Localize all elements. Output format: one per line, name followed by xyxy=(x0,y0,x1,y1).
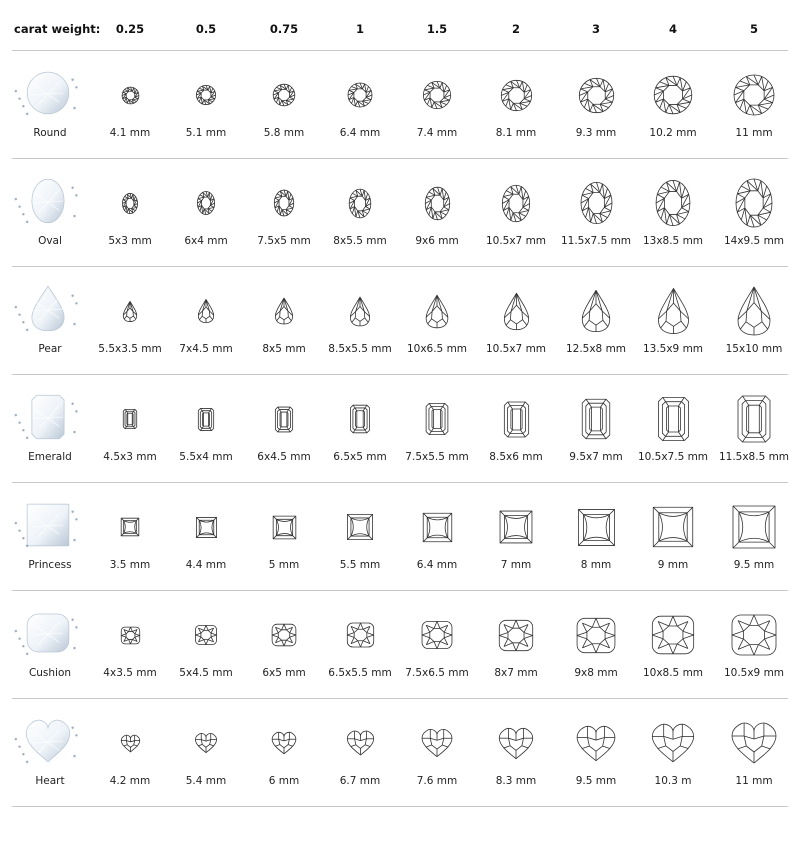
size-label: 4.5x3 mm xyxy=(103,451,157,463)
emerald-diamond-icon xyxy=(12,386,84,448)
size-label: 7x4.5 mm xyxy=(179,343,233,355)
shape-name: Oval xyxy=(38,235,62,247)
gem-outline-heart xyxy=(344,728,377,758)
size-label: 8.1 mm xyxy=(495,127,537,139)
size-label: 4.4 mm xyxy=(185,559,227,571)
size-label: 9x6 mm xyxy=(415,235,459,247)
size-label: 10.3 m xyxy=(654,775,692,787)
size-label: 4x3.5 mm xyxy=(103,667,157,679)
gem-outline-round xyxy=(193,82,219,108)
header-row xyxy=(0,0,800,50)
size-label: 5x3 mm xyxy=(108,235,152,247)
size-label: 10.5x7 mm xyxy=(485,343,547,355)
gem-outline-cushion xyxy=(649,613,697,657)
gem-outline-emerald xyxy=(347,402,373,436)
gem-outline-oval xyxy=(194,188,218,218)
gem-outline-oval xyxy=(499,182,533,225)
gem-outline-heart xyxy=(649,721,697,765)
shape-row-emerald xyxy=(0,374,800,482)
row-divider xyxy=(12,590,788,591)
gem-outline-oval xyxy=(119,190,141,217)
carat-header-2: 0.75 xyxy=(269,22,299,36)
size-label: 6.4 mm xyxy=(339,127,381,139)
size-label: 8.3 mm xyxy=(495,775,537,787)
size-label: 5.1 mm xyxy=(185,127,227,139)
gem-outline-emerald xyxy=(579,396,613,442)
gem-outline-cushion xyxy=(574,615,618,656)
size-label: 14x9.5 mm xyxy=(723,235,785,247)
size-label: 6.5x5.5 mm xyxy=(328,667,392,679)
size-label: 6.5x5 mm xyxy=(333,451,387,463)
gem-outline-princess xyxy=(270,513,299,542)
gem-outline-heart xyxy=(496,725,536,762)
gem-outline-cushion xyxy=(344,620,377,650)
shape-row-princess xyxy=(0,482,800,590)
gem-outline-round xyxy=(498,77,535,114)
shape-row-heart xyxy=(0,698,800,806)
row-divider xyxy=(12,158,788,159)
gem-outline-round xyxy=(270,81,298,109)
oval-diamond-icon xyxy=(12,170,84,232)
gem-outline-pear xyxy=(347,294,373,329)
gem-outline-pear xyxy=(735,284,773,338)
gem-outline-emerald xyxy=(195,405,217,434)
size-label: 6.4 mm xyxy=(416,559,458,571)
pear-diamond-icon xyxy=(12,278,84,340)
princess-diamond-icon xyxy=(12,494,84,556)
carat-header-7: 4 xyxy=(668,22,677,36)
gem-outline-pear xyxy=(501,290,532,333)
gem-outline-cushion xyxy=(192,622,220,648)
gem-outline-heart xyxy=(192,730,220,756)
cushion-diamond-icon xyxy=(12,602,84,664)
gem-outline-princess xyxy=(650,504,696,550)
size-label: 10x8.5 mm xyxy=(642,667,704,679)
size-label: 13.5x9 mm xyxy=(642,343,704,355)
gem-outline-round xyxy=(731,72,777,118)
gem-outline-emerald xyxy=(655,394,692,444)
gem-outline-princess xyxy=(575,506,618,549)
gem-outline-princess xyxy=(497,508,535,546)
size-label: 7.4 mm xyxy=(416,127,458,139)
row-divider xyxy=(12,806,788,807)
size-label: 8x5 mm xyxy=(262,343,306,355)
size-label: 4.2 mm xyxy=(109,775,151,787)
gem-outline-round xyxy=(420,78,454,112)
size-label: 7.5x5 mm xyxy=(257,235,311,247)
size-label: 8.5x6 mm xyxy=(489,451,543,463)
size-label: 6x4.5 mm xyxy=(257,451,311,463)
gem-outline-princess xyxy=(344,511,376,543)
size-label: 3.5 mm xyxy=(109,559,151,571)
gem-outline-emerald xyxy=(272,404,296,435)
size-label: 15x10 mm xyxy=(725,343,783,355)
gem-outline-princess xyxy=(420,510,455,545)
size-label: 6x5 mm xyxy=(262,667,306,679)
size-label: 13x8.5 mm xyxy=(642,235,704,247)
size-label: 10.5x7.5 mm xyxy=(637,451,709,463)
size-label: 7.5x5.5 mm xyxy=(405,451,469,463)
gem-outline-cushion xyxy=(269,621,299,649)
gem-outline-oval xyxy=(578,179,615,227)
shape-name: Princess xyxy=(28,559,72,571)
row-divider xyxy=(12,482,788,483)
gem-outline-pear xyxy=(423,292,451,331)
carat-header-0: 0.25 xyxy=(115,22,145,36)
heart-diamond-icon xyxy=(12,710,84,772)
size-label: 7.5x6.5 mm xyxy=(405,667,469,679)
size-label: 8 mm xyxy=(580,559,612,571)
size-label: 11 mm xyxy=(735,127,773,139)
gem-outline-oval xyxy=(346,186,374,221)
size-label: 6x4 mm xyxy=(184,235,228,247)
carat-header-4: 1.5 xyxy=(426,22,448,36)
carat-header-3: 1 xyxy=(355,22,364,36)
row-divider xyxy=(12,50,788,51)
size-label: 8.5x5.5 mm xyxy=(328,343,392,355)
gem-outline-pear xyxy=(655,285,692,337)
shape-name: Pear xyxy=(38,343,62,355)
row-divider xyxy=(12,698,788,699)
size-label: 12.5x8 mm xyxy=(565,343,627,355)
size-label: 10.5x7 mm xyxy=(485,235,547,247)
gem-outline-heart xyxy=(419,726,455,760)
shape-name: Emerald xyxy=(28,451,72,463)
gem-outline-oval xyxy=(422,184,453,223)
gem-outline-pear xyxy=(195,296,217,326)
size-label: 5.8 mm xyxy=(263,127,305,139)
carat-header-6: 3 xyxy=(591,22,600,36)
gem-outline-cushion xyxy=(419,618,455,652)
size-label: 5x4.5 mm xyxy=(179,667,233,679)
size-label: 8x5.5 mm xyxy=(333,235,387,247)
gem-outline-cushion xyxy=(729,612,779,658)
size-label: 6.7 mm xyxy=(339,775,381,787)
size-label: 5.4 mm xyxy=(185,775,227,787)
gem-outline-cushion xyxy=(118,624,143,647)
size-label: 10.5x9 mm xyxy=(723,667,785,679)
size-label: 7 mm xyxy=(500,559,532,571)
size-label: 10x6.5 mm xyxy=(406,343,468,355)
size-label: 11.5x7.5 mm xyxy=(560,235,632,247)
gem-outline-round xyxy=(119,84,142,107)
shape-name: Heart xyxy=(35,775,65,787)
size-label: 9x8 mm xyxy=(574,667,618,679)
gem-outline-princess xyxy=(730,503,778,551)
size-label: 5.5 mm xyxy=(339,559,381,571)
gem-outline-oval xyxy=(653,177,693,229)
row-divider xyxy=(12,266,788,267)
size-label: 5 mm xyxy=(268,559,300,571)
carat-header-1: 0.5 xyxy=(195,22,217,36)
shape-row-oval xyxy=(0,158,800,266)
shape-row-round xyxy=(0,50,800,158)
size-label: 9.5 mm xyxy=(733,559,775,571)
gem-outline-round xyxy=(651,73,695,117)
gem-outline-emerald xyxy=(423,400,451,438)
gem-outline-emerald xyxy=(120,406,140,432)
carat-header-5: 2 xyxy=(511,22,520,36)
gem-outline-emerald xyxy=(735,393,773,445)
gem-outline-emerald xyxy=(501,399,532,440)
carat-weight-label: carat weight: xyxy=(14,22,101,36)
size-label: 7.6 mm xyxy=(416,775,458,787)
gem-outline-heart xyxy=(269,729,299,757)
gem-outline-pear xyxy=(120,298,140,325)
gem-outline-heart xyxy=(574,723,618,764)
size-label: 9.5x7 mm xyxy=(569,451,623,463)
gem-outline-oval xyxy=(733,176,775,230)
gem-outline-pear xyxy=(272,295,296,327)
gem-outline-round xyxy=(345,80,375,110)
size-label: 9.3 mm xyxy=(575,127,617,139)
size-label: 5.5x3.5 mm xyxy=(98,343,162,355)
size-label: 5.5x4 mm xyxy=(179,451,233,463)
gem-outline-pear xyxy=(579,287,613,335)
shape-name: Cushion xyxy=(28,667,72,679)
round-diamond-icon xyxy=(12,62,84,124)
shape-row-pear xyxy=(0,266,800,374)
size-label: 6 mm xyxy=(268,775,300,787)
size-label: 8x7 mm xyxy=(494,667,538,679)
gem-outline-heart xyxy=(118,732,143,755)
size-label: 10.2 mm xyxy=(649,127,697,139)
size-label: 11 mm xyxy=(735,775,773,787)
size-label: 9 mm xyxy=(657,559,689,571)
size-label: 4.1 mm xyxy=(109,127,151,139)
gem-outline-round xyxy=(576,75,617,116)
gem-outline-oval xyxy=(271,187,297,219)
row-divider xyxy=(12,374,788,375)
gem-outline-princess xyxy=(193,514,220,541)
size-label: 9.5 mm xyxy=(575,775,617,787)
gem-outline-heart xyxy=(729,720,779,766)
shape-row-cushion xyxy=(0,590,800,698)
size-label: 11.5x8.5 mm xyxy=(718,451,790,463)
gem-outline-cushion xyxy=(496,617,536,654)
shape-name: Round xyxy=(33,127,67,139)
gem-outline-princess xyxy=(118,515,142,539)
carat-header-8: 5 xyxy=(749,22,758,36)
